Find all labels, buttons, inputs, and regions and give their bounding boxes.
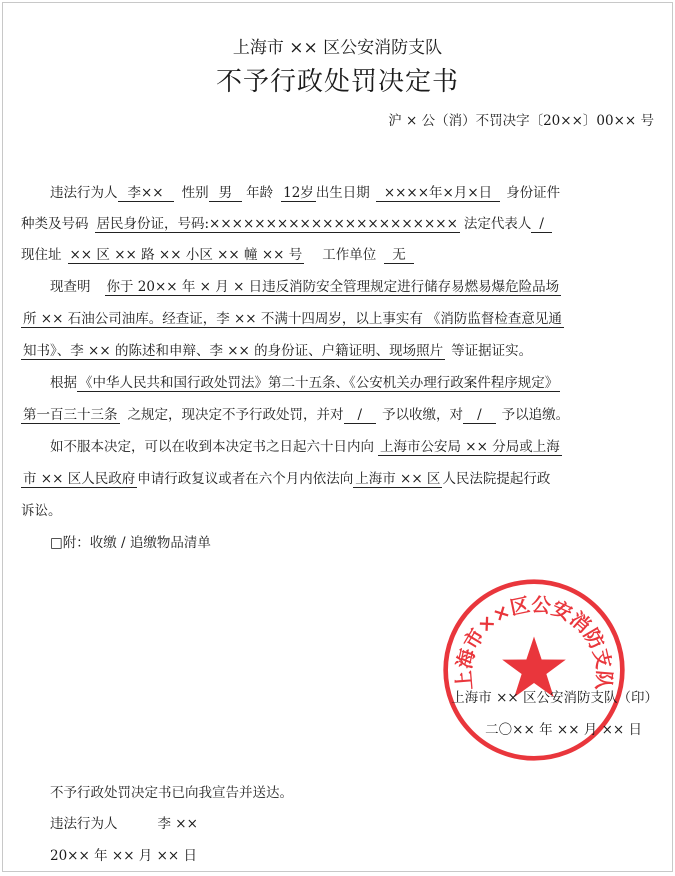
- facts-line-1: [50, 275, 561, 295]
- legal-basis-1: 《中华人民共和国行政处罚法》第二十五条、《公安机关办理行政案件程序规定》: [79, 375, 559, 391]
- facts-line-2: [21, 307, 564, 327]
- document-number: 沪 × 公（消）不罚决字〔20××〕00×× 号: [388, 113, 654, 129]
- decision-line-1: [50, 371, 560, 391]
- party-line-1: [50, 181, 560, 201]
- legal-basis-2: 第一百三十三条: [23, 407, 118, 423]
- legal-rep-label: 法定代表人: [463, 216, 532, 232]
- review-authority-2: 市 ×× 区人民政府: [23, 471, 136, 487]
- facts-line-3: [21, 339, 532, 359]
- appeal-text-3: 人民法院提起行政: [442, 471, 551, 487]
- service-party-name: 李 ××: [157, 816, 198, 832]
- name-label: 违法行为人: [50, 185, 118, 201]
- service-party-label: 违法行为人: [50, 816, 118, 832]
- party-gender: 男: [209, 185, 243, 202]
- work-unit: 无: [384, 247, 414, 264]
- appeal-line-1: [50, 435, 562, 455]
- issuing-agency: 上海市 ×× 区公安消防支队: [232, 38, 443, 58]
- decision-document: [2, 2, 673, 872]
- address-label: 现住址: [21, 247, 62, 263]
- gender-label: 性别: [181, 185, 209, 201]
- appeal-text-4: 诉讼。: [21, 503, 62, 519]
- appeal-text-2: 申请行政复议或者在六个月内依法向: [137, 471, 354, 487]
- signing-date: 二〇×× 年 ×× 月 ×× 日: [485, 722, 642, 738]
- legal-rep: /: [531, 216, 552, 233]
- evidence-list-1: 《消防监督检查意见通: [426, 311, 562, 327]
- service-party: [50, 812, 198, 832]
- facts-text-1: 你于 20×× 年 × 月 × 日违反消防安全管理规定进行储存易燃易爆危险品场: [106, 279, 560, 295]
- party-dob: ××××年×月×日: [376, 185, 500, 202]
- appeal-line-2: [21, 467, 550, 487]
- court-district: 上海市 ×× 区: [355, 471, 441, 487]
- age-label: 年龄: [246, 185, 274, 201]
- facts-text-2: 所 ×× 石油公司油库。经查证，李 ×× 不满十四周岁，以上事实有: [23, 311, 423, 327]
- service-date: 20×× 年 ×× 月 ×× 日: [50, 848, 198, 864]
- party-line-3: [21, 243, 414, 263]
- id-type-label-2: 种类及号码: [21, 216, 89, 232]
- appeal-line-3: [21, 499, 62, 519]
- decision-line-2: [21, 403, 569, 423]
- decision-text-1: 之规定，现决定不予行政处罚，并对: [127, 407, 344, 423]
- document-title: 不予行政处罚决定书: [215, 67, 459, 97]
- id-type-label-1: 身份证件: [506, 185, 561, 201]
- party-age: 12岁: [283, 185, 314, 201]
- seal-text: 上海市××区公安消防支队: [452, 592, 616, 691]
- service-statement: 不予行政处罚决定书已向我宣告并送达。: [50, 785, 293, 801]
- dob-label: 出生日期: [315, 185, 370, 201]
- decision-text-2: 予以收缴，对: [382, 407, 464, 423]
- work-unit-label: 工作单位: [322, 247, 377, 263]
- evidence-list-2: 知书》、李 ×× 的陈述和申辩、李 ×× 的身份证、户籍证明、现场照片: [23, 343, 444, 359]
- facts-tail: 等证据证实。: [451, 343, 533, 359]
- party-name: 李××: [118, 185, 174, 202]
- party-address: ×× 区 ×× 路 ×× 小区 ×× 幢 ×× 号: [69, 247, 303, 263]
- appeal-text-1: 如不服本决定，可以在收到本决定书之日起六十日内向: [50, 439, 374, 455]
- party-id: 居民身份证，号码:××××××××××××××××××××××: [96, 216, 458, 232]
- basis-label: 根据: [50, 375, 77, 391]
- review-authority-1: 上海市公安局 ×× 分局或上海: [380, 439, 560, 455]
- party-line-2: [21, 212, 552, 232]
- attachment-note: □附：收缴 / 追缴物品清单: [50, 535, 211, 551]
- decision-text-3: 予以追缴。: [501, 407, 570, 423]
- signing-agency: 上海市 ×× 区公安消防支队（印）: [451, 690, 658, 706]
- facts-intro: 现查明: [50, 279, 91, 295]
- recovered-items: /: [463, 407, 496, 424]
- seized-items: /: [344, 407, 377, 424]
